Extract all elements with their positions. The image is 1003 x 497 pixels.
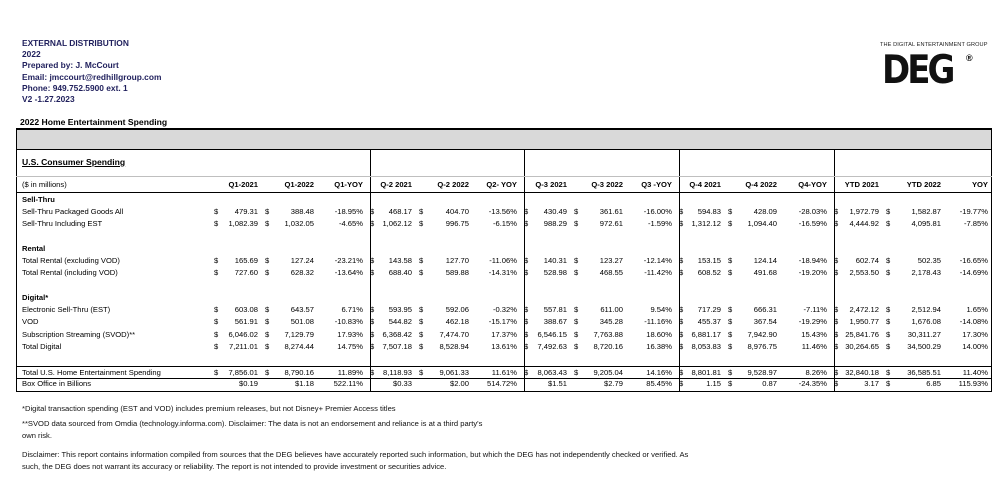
- currency-symbol: $: [265, 368, 270, 377]
- table-cell: 727.60: [234, 268, 258, 277]
- table-cell: 9,061.33: [439, 368, 469, 377]
- currency-symbol: $: [728, 368, 733, 377]
- table-cell: -16.65%: [959, 256, 988, 265]
- table-cell: $2.00: [449, 379, 469, 388]
- table-cell: 14.16%: [646, 368, 672, 377]
- table-cell: 8,528.94: [439, 342, 469, 351]
- table-cell: 996.75: [445, 219, 469, 228]
- currency-symbol: $: [370, 330, 375, 339]
- column-header: Q-3 2022: [591, 180, 623, 189]
- table-cell: 11.40%: [962, 368, 988, 377]
- table-cell: -13.56%: [488, 207, 517, 216]
- table-cell: 1,082.39: [228, 219, 258, 228]
- table-cell: 32,840.18: [845, 368, 879, 377]
- currency-symbol: $: [370, 342, 375, 351]
- table-cell: 502.35: [917, 256, 941, 265]
- currency-symbol: $: [265, 330, 270, 339]
- currency-symbol: $: [265, 207, 270, 216]
- currency-symbol: $: [524, 219, 529, 228]
- table-cell: $0.33: [392, 379, 412, 388]
- currency-symbol: $: [419, 268, 424, 277]
- table-cell: 6,881.17: [691, 330, 721, 339]
- table-cell: 8,720.16: [593, 342, 623, 351]
- table-cell: -19.20%: [798, 268, 827, 277]
- table-cell: 127.24: [290, 256, 314, 265]
- row-group-label: Sell-Thru: [22, 195, 55, 204]
- deg-logo: [880, 42, 988, 94]
- table-cell: -15.17%: [488, 317, 517, 326]
- currency-symbol: $: [679, 330, 684, 339]
- column-header: Q-2 2021: [380, 180, 412, 189]
- document-header: [22, 38, 161, 105]
- currency-symbol: $: [886, 207, 891, 216]
- table-cell: 9.54%: [650, 305, 672, 314]
- currency-symbol: $: [834, 379, 839, 388]
- table-cell: 6,046.02: [228, 330, 258, 339]
- table-cell: 2,472.12: [849, 305, 879, 314]
- table-cell: $1.18: [294, 379, 314, 388]
- table-cell: 6.85: [926, 379, 941, 388]
- table-cell: 6.71%: [341, 305, 363, 314]
- currency-symbol: $: [419, 342, 424, 351]
- table-cell: -16.00%: [643, 207, 672, 216]
- table-cell: -28.03%: [798, 207, 827, 216]
- table-cell: 603.08: [234, 305, 258, 314]
- table-cell: 462.18: [445, 317, 469, 326]
- table-cell: 428.09: [753, 207, 777, 216]
- table-cell: 557.81: [543, 305, 567, 314]
- table-cell: 1.15: [706, 379, 721, 388]
- table-cell: 8.26%: [805, 368, 827, 377]
- currency-symbol: $: [679, 317, 684, 326]
- table-cell: 2,553.50: [849, 268, 879, 277]
- table-cell: 30,264.65: [845, 342, 879, 351]
- logo-wordmark: DEG: [882, 47, 953, 94]
- total-rule-bottom: [16, 378, 992, 379]
- section-rule: [16, 176, 992, 177]
- header-line: Email: jmccourt@redhillgroup.com: [22, 71, 162, 82]
- section-title: U.S. Consumer Spending: [22, 157, 126, 167]
- currency-symbol: $: [886, 268, 891, 277]
- table-cell: 988.29: [543, 219, 567, 228]
- table-cell: -14.69%: [959, 268, 988, 277]
- currency-symbol: $: [679, 305, 684, 314]
- currency-symbol: $: [265, 317, 270, 326]
- table-cell: 522.11%: [333, 379, 363, 388]
- currency-symbol: $: [574, 268, 579, 277]
- table-cell: 361.61: [599, 207, 623, 216]
- currency-symbol: $: [728, 256, 733, 265]
- total-rule-top: [16, 366, 992, 367]
- table-cell: 1,312.12: [691, 219, 721, 228]
- currency-symbol: $: [679, 207, 684, 216]
- disclaimer-line-2: such, the DEG does not warrant its accuracy or reliability. The report is not intended to provide investment or securities advice.: [22, 462, 447, 471]
- currency-symbol: $: [679, 256, 684, 265]
- table-cell: 1,676.08: [911, 317, 941, 326]
- table-cell: 17.30%: [962, 330, 988, 339]
- table-cell: 611.00: [600, 305, 623, 314]
- column-header: Q-4 2021: [689, 180, 721, 189]
- table-cell: 628.32: [290, 268, 314, 277]
- currency-symbol: $: [419, 219, 424, 228]
- currency-symbol: $: [370, 317, 375, 326]
- currency-symbol: $: [214, 305, 219, 314]
- header-rule: [16, 192, 992, 193]
- currency-symbol: $: [370, 305, 375, 314]
- currency-symbol: $: [834, 305, 839, 314]
- table-cell: 1,972.79: [849, 207, 879, 216]
- currency-symbol: $: [679, 268, 684, 277]
- column-header: Q1-YOY: [334, 180, 363, 189]
- table-cell: 561.91: [234, 317, 258, 326]
- currency-symbol: $: [679, 219, 684, 228]
- currency-symbol: $: [886, 379, 891, 388]
- currency-symbol: $: [679, 368, 684, 377]
- row-label: Box Office in Billions: [22, 379, 92, 388]
- currency-symbol: $: [574, 219, 579, 228]
- currency-symbol: $: [728, 317, 733, 326]
- table-cell: 16.38%: [646, 342, 672, 351]
- column-header: YTD 2021: [844, 180, 879, 189]
- table-cell: 468.17: [388, 207, 412, 216]
- column-header: Q4-YOY: [798, 180, 827, 189]
- table-cell: 1,032.05: [284, 219, 314, 228]
- table-cell: -14.31%: [488, 268, 517, 277]
- currency-symbol: $: [214, 330, 219, 339]
- column-header: Q-4 2022: [745, 180, 777, 189]
- table-cell: 11.89%: [337, 368, 363, 377]
- currency-symbol: $: [834, 317, 839, 326]
- table-cell: 15.43%: [801, 330, 827, 339]
- table-cell: 594.83: [697, 207, 721, 216]
- currency-symbol: $: [214, 317, 219, 326]
- table-cell: 153.15: [697, 256, 721, 265]
- currency-symbol: $: [265, 256, 270, 265]
- table-cell: -1.59%: [647, 219, 672, 228]
- currency-symbol: $: [728, 379, 733, 388]
- currency-symbol: $: [834, 368, 839, 377]
- currency-symbol: $: [728, 330, 733, 339]
- table-cell: 345.28: [599, 317, 623, 326]
- table-cell: 608.52: [697, 268, 721, 277]
- table-cell: -19.77%: [959, 207, 988, 216]
- table-cell: -18.94%: [798, 256, 827, 265]
- table-cell: 11.46%: [801, 342, 827, 351]
- currency-symbol: $: [524, 368, 529, 377]
- currency-symbol: $: [679, 379, 684, 388]
- table-cell: 165.69: [234, 256, 258, 265]
- table-cell: 9,205.04: [593, 368, 623, 377]
- table-cell: 2,178.43: [911, 268, 941, 277]
- table-cell: 127.70: [445, 256, 469, 265]
- table-cell: 1,582.87: [911, 207, 941, 216]
- currency-symbol: $: [886, 256, 891, 265]
- table-cell: 17.37%: [491, 330, 517, 339]
- currency-symbol: $: [834, 207, 839, 216]
- table-cell: 388.48: [290, 207, 314, 216]
- currency-symbol: $: [419, 207, 424, 216]
- currency-symbol: $: [834, 268, 839, 277]
- row-label: Total Rental (excluding VOD): [22, 256, 120, 265]
- header-line: Prepared by: J. McCourt: [22, 60, 119, 71]
- table-cell: $1.51: [547, 379, 567, 388]
- row-label: Total Digital: [22, 342, 62, 351]
- row-label: VOD: [22, 317, 39, 326]
- currency-symbol: $: [419, 305, 424, 314]
- table-cell: 544.82: [388, 317, 412, 326]
- currency-symbol: $: [834, 330, 839, 339]
- currency-symbol: $: [728, 305, 733, 314]
- header-line: 2022: [22, 49, 41, 60]
- table-cell: 140.31: [543, 256, 567, 265]
- currency-symbol: $: [214, 268, 219, 277]
- currency-symbol: $: [524, 342, 529, 351]
- table-cell: 388.67: [543, 317, 567, 326]
- currency-symbol: $: [524, 207, 529, 216]
- table-cell: -18.95%: [334, 207, 363, 216]
- table-cell: 34,500.29: [907, 342, 941, 351]
- table-cell: 688.40: [388, 268, 412, 277]
- currency-symbol: $: [728, 342, 733, 351]
- table-cell: 8,118.93: [383, 368, 412, 377]
- table-cell: 14.00%: [962, 342, 988, 351]
- currency-symbol: $: [574, 207, 579, 216]
- table-cell: 13.61%: [491, 342, 517, 351]
- row-label: Subscription Streaming (SVOD)**: [22, 330, 136, 339]
- table-cell: 14.75%: [337, 342, 363, 351]
- table-cell: 6,546.15: [537, 330, 567, 339]
- table-cell: 3.17: [864, 379, 879, 388]
- currency-symbol: $: [574, 330, 579, 339]
- table-cell: 8,790.16: [284, 368, 314, 377]
- table-cell: $0.19: [238, 379, 258, 388]
- currency-symbol: $: [834, 219, 839, 228]
- table-cell: -13.64%: [334, 268, 363, 277]
- table-cell: 25,841.76: [845, 330, 879, 339]
- table-cell: 404.70: [445, 207, 469, 216]
- header-line: Phone: 949.752.5900 ext. 1: [22, 82, 128, 93]
- currency-symbol: $: [524, 317, 529, 326]
- currency-symbol: $: [524, 256, 529, 265]
- table-cell: 7,492.63: [537, 342, 567, 351]
- table-cell: 1,950.77: [849, 317, 879, 326]
- currency-symbol: $: [886, 219, 891, 228]
- table-cell: 501.08: [290, 317, 314, 326]
- table-cell: 7,507.18: [382, 342, 412, 351]
- logo-registered-mark: ®: [966, 53, 973, 63]
- table-cell: 9,528.97: [747, 368, 777, 377]
- currency-symbol: $: [728, 268, 733, 277]
- currency-symbol: $: [886, 305, 891, 314]
- table-cell: 4,444.92: [849, 219, 879, 228]
- table-cell: 468.55: [599, 268, 623, 277]
- currency-symbol: $: [679, 342, 684, 351]
- table-cell: 8,053.83: [691, 342, 721, 351]
- table-cell: 7,211.01: [229, 342, 258, 351]
- row-label: Total Rental (including VOD): [22, 268, 118, 277]
- footnote-svod: **SVOD data sourced from Omdia (technology.informa.com). Disclaimer: The data is not an endorsement and reliance is at a third party's: [22, 419, 483, 428]
- currency-symbol: $: [574, 368, 579, 377]
- table-cell: 8,976.75: [747, 342, 777, 351]
- table-cell: 123.27: [599, 256, 623, 265]
- currency-symbol: $: [370, 268, 375, 277]
- table-cell: 8,063.43: [537, 368, 567, 377]
- table-cell: 592.06: [445, 305, 469, 314]
- currency-symbol: $: [886, 342, 891, 351]
- table-cell: 7,942.90: [747, 330, 777, 339]
- table-cell: 0.87: [762, 379, 777, 388]
- table-cell: 8,274.44: [284, 342, 314, 351]
- column-header: Q1-2021: [228, 180, 258, 189]
- currency-symbol: $: [886, 368, 891, 377]
- table-cell: 589.88: [445, 268, 469, 277]
- table-cell: 124.14: [753, 256, 777, 265]
- table-cell: -23.21%: [334, 256, 363, 265]
- currency-symbol: $: [574, 317, 579, 326]
- currency-symbol: $: [214, 207, 219, 216]
- currency-symbol: $: [524, 268, 529, 277]
- currency-symbol: $: [214, 368, 219, 377]
- currency-symbol: $: [370, 256, 375, 265]
- table-cell: -11.06%: [489, 256, 517, 265]
- currency-symbol: $: [214, 256, 219, 265]
- row-group-label: Rental: [22, 244, 46, 253]
- table-cell: 2,512.94: [911, 305, 941, 314]
- report-title: 2022 Home Entertainment Spending: [20, 117, 168, 127]
- currency-symbol: $: [728, 219, 733, 228]
- table-cell: 514.72%: [487, 379, 517, 388]
- column-header: Q-3 2021: [535, 180, 567, 189]
- table-cell: 4,095.81: [911, 219, 941, 228]
- table-cell: 11.61%: [491, 368, 517, 377]
- table-cell: -7.11%: [803, 305, 827, 314]
- header-line: EXTERNAL DISTRIBUTION: [22, 38, 129, 48]
- currency-symbol: $: [886, 317, 891, 326]
- disclaimer-line-1: Disclaimer: This report contains information compiled from sources that the DEG believes have accurately reported such information, but which the DEG has not independently checked or verified. As: [22, 450, 689, 459]
- logo-tagline: THE DIGITAL ENTERTAINMENT GROUP: [880, 42, 988, 48]
- unit-label: ($ in millions): [22, 180, 67, 189]
- currency-symbol: $: [419, 256, 424, 265]
- currency-symbol: $: [370, 219, 375, 228]
- row-label: Total U.S. Home Entertainment Spending: [22, 368, 161, 377]
- currency-symbol: $: [265, 342, 270, 351]
- table-cell: 666.31: [753, 305, 777, 314]
- currency-symbol: $: [419, 330, 424, 339]
- table-cell: 7,129.79: [284, 330, 314, 339]
- table-cell: -16.59%: [798, 219, 827, 228]
- column-header: YTD 2022: [906, 180, 941, 189]
- table-cell: $2.79: [603, 379, 623, 388]
- table-cell: 643.57: [290, 305, 314, 314]
- table-cell: 491.68: [753, 268, 777, 277]
- table-cell: 143.58: [388, 256, 412, 265]
- currency-symbol: $: [886, 330, 891, 339]
- row-label: Sell-Thru Packaged Goods All: [22, 207, 124, 216]
- table-cell: -14.08%: [959, 317, 988, 326]
- table-cell: 717.29: [697, 305, 721, 314]
- table-cell: 528.98: [543, 268, 567, 277]
- table-cell: 1,094.40: [747, 219, 777, 228]
- currency-symbol: $: [574, 342, 579, 351]
- table-cell: 115.93%: [958, 379, 988, 388]
- table-cell: 367.54: [753, 317, 777, 326]
- currency-symbol: $: [370, 368, 375, 377]
- currency-symbol: $: [214, 219, 219, 228]
- currency-symbol: $: [419, 368, 424, 377]
- table-cell: -24.35%: [798, 379, 827, 388]
- currency-symbol: $: [265, 268, 270, 277]
- table-cell: 455.37: [697, 317, 721, 326]
- currency-symbol: $: [834, 342, 839, 351]
- grey-header-band: [16, 129, 992, 150]
- table-cell: 479.31: [234, 207, 258, 216]
- table-cell: 85.45%: [646, 379, 672, 388]
- column-header: Q1-2022: [284, 180, 314, 189]
- table-cell: 6,368.42: [382, 330, 412, 339]
- row-group-label: Digital*: [22, 293, 49, 302]
- table-cell: 1.65%: [966, 305, 988, 314]
- currency-symbol: $: [728, 207, 733, 216]
- footnote-svod-cont: own risk.: [22, 431, 52, 440]
- row-label: Sell-Thru Including EST: [22, 219, 103, 228]
- currency-symbol: $: [214, 342, 219, 351]
- column-header: Q2- YOY: [486, 180, 517, 189]
- table-cell: -12.14%: [643, 256, 672, 265]
- currency-symbol: $: [370, 207, 375, 216]
- currency-symbol: $: [524, 305, 529, 314]
- table-cell: 602.74: [855, 256, 879, 265]
- table-cell: -0.32%: [492, 305, 517, 314]
- table-cell: 30,311.27: [907, 330, 941, 339]
- currency-symbol: $: [834, 256, 839, 265]
- table-cell: 7,474.70: [439, 330, 469, 339]
- table-cell: 7,763.88: [593, 330, 623, 339]
- column-header: YOY: [971, 180, 988, 189]
- table-cell: -6.15%: [492, 219, 517, 228]
- column-header: Q-2 2022: [437, 180, 469, 189]
- currency-symbol: $: [524, 330, 529, 339]
- header-line: V2 -1.27.2023: [22, 94, 75, 105]
- table-cell: 36,585.51: [907, 368, 941, 377]
- table-cell: 17.93%: [337, 330, 363, 339]
- table-cell: 8,801.81: [691, 368, 721, 377]
- currency-symbol: $: [265, 219, 270, 228]
- table-cell: -19.29%: [798, 317, 827, 326]
- table-cell: -11.42%: [644, 268, 672, 277]
- table-cell: 7,856.01: [228, 368, 258, 377]
- currency-symbol: $: [419, 317, 424, 326]
- table-cell: -11.16%: [644, 317, 672, 326]
- table-cell: -7.85%: [963, 219, 988, 228]
- currency-symbol: $: [265, 305, 270, 314]
- table-cell: 1,062.12: [382, 219, 412, 228]
- currency-symbol: $: [574, 256, 579, 265]
- table-cell: -4.65%: [338, 219, 363, 228]
- table-cell: 430.49: [543, 207, 567, 216]
- currency-symbol: $: [574, 305, 579, 314]
- table-cell: -10.83%: [334, 317, 363, 326]
- row-label: Electronic Sell-Thru (EST): [22, 305, 111, 314]
- footnote-digital: *Digital transaction spending (EST and VOD) includes premium releases, but not Disney+ Premier Access titles: [22, 404, 396, 413]
- table-cell: 972.61: [599, 219, 623, 228]
- table-cell: 18.60%: [646, 330, 672, 339]
- table-cell: 593.95: [388, 305, 412, 314]
- column-header: Q3 -YOY: [641, 180, 672, 189]
